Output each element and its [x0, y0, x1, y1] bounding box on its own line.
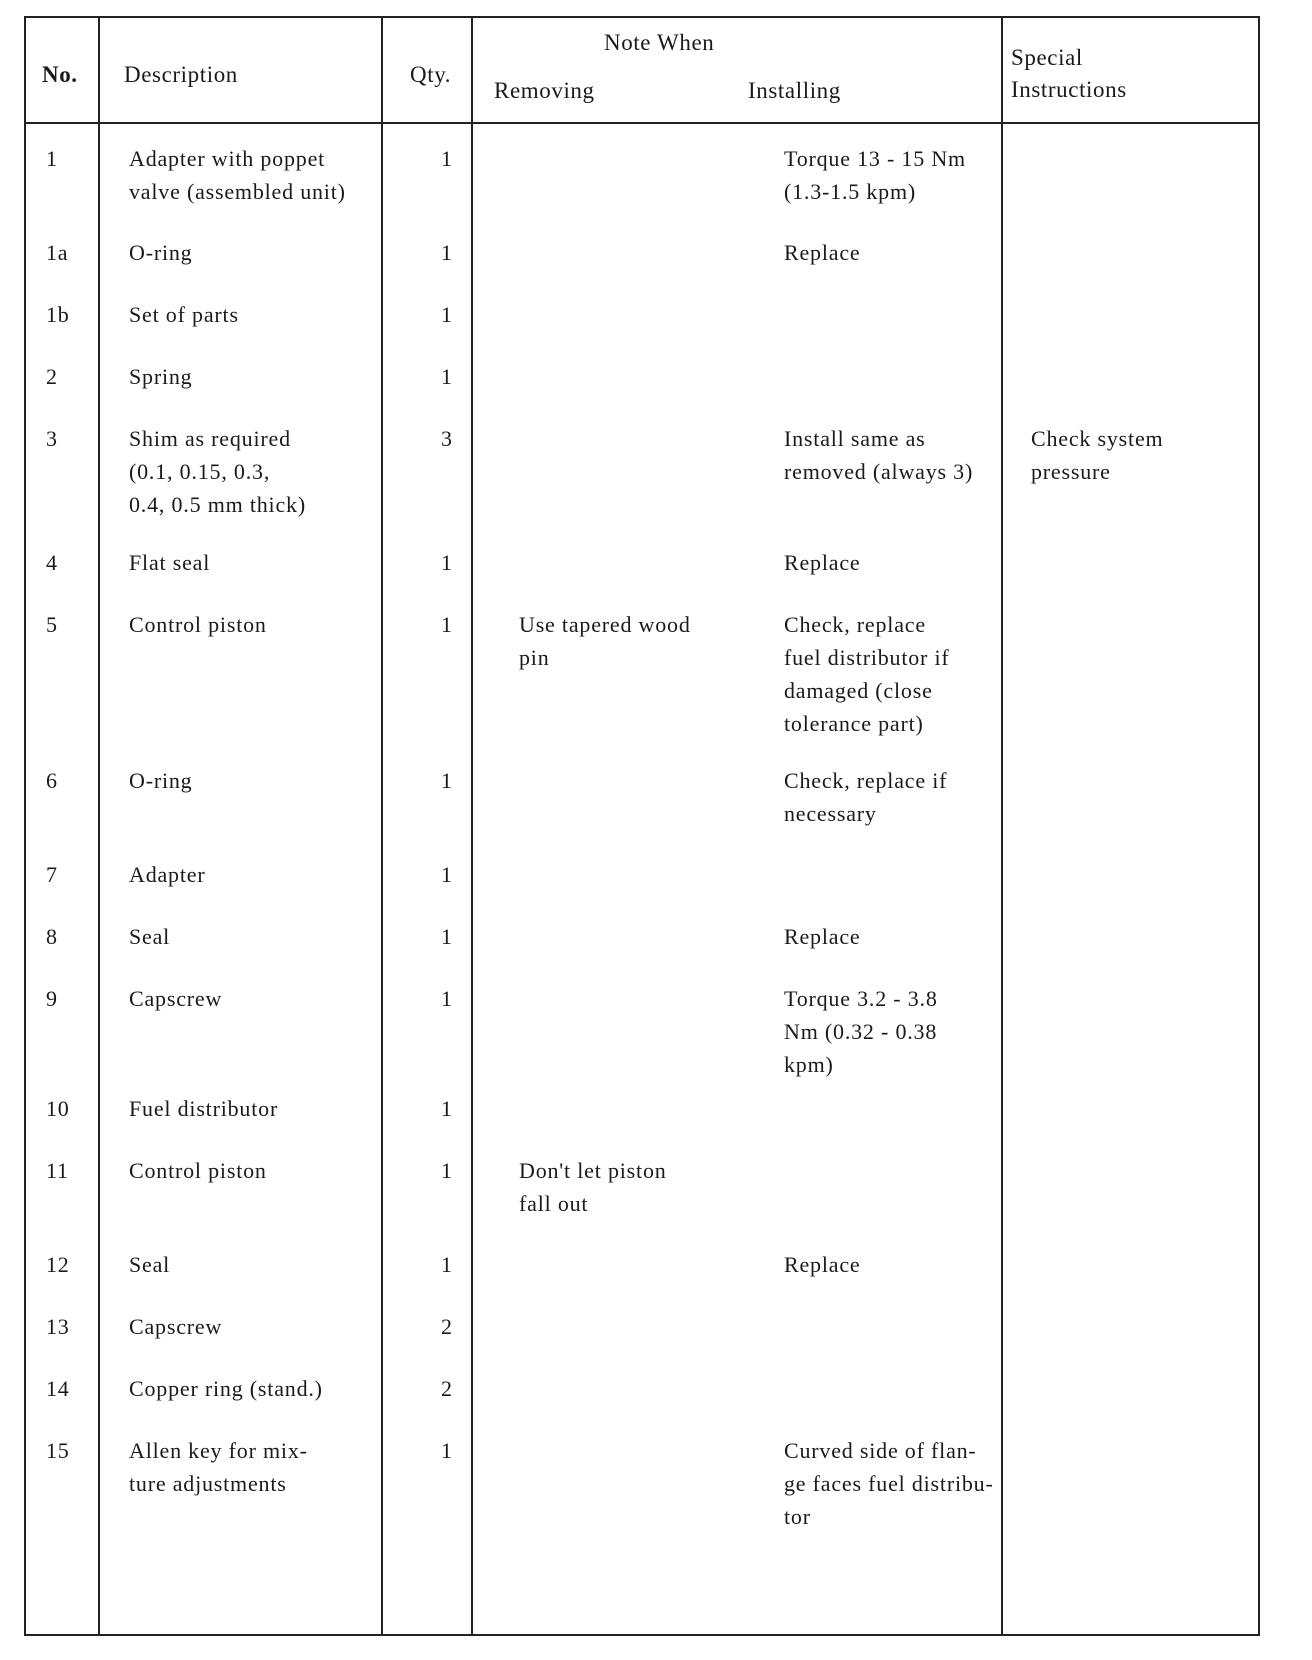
table-row [26, 608, 1258, 764]
row-number: 8 [46, 924, 58, 949]
row-number: 3 [46, 426, 58, 451]
header-note-when: Note When [604, 30, 715, 55]
row-installing-note: Install same as removed (always 3) [784, 426, 974, 484]
header-qty: Qty. [410, 62, 452, 87]
table-row [26, 142, 1258, 236]
table-row [26, 298, 1258, 360]
row-description: O-ring [129, 768, 193, 793]
row-description: Control piston [129, 612, 267, 637]
row-description: Fuel distributor [129, 1096, 279, 1121]
table-row [26, 1154, 1258, 1248]
row-description: Capscrew [129, 1314, 223, 1339]
row-number: 10 [46, 1096, 70, 1121]
table-row [26, 1310, 1258, 1372]
table-row [26, 1434, 1258, 1544]
row-installing-note: Check, replace if necessary [784, 768, 948, 826]
row-description: O-ring [129, 240, 193, 265]
row-qty: 3 [441, 426, 453, 451]
row-installing-note: Replace [784, 924, 861, 949]
row-qty: 1 [441, 1096, 453, 1121]
table-row [26, 858, 1258, 920]
header-no: No. [42, 62, 78, 87]
row-description: Control piston [129, 1158, 267, 1183]
row-number: 15 [46, 1438, 70, 1463]
table-row [26, 920, 1258, 982]
row-installing-note: Replace [784, 1252, 861, 1277]
table-row [26, 1092, 1258, 1154]
row-qty: 1 [441, 240, 453, 265]
row-number: 1a [46, 240, 69, 265]
row-description: Capscrew [129, 986, 223, 1011]
header-rule [26, 122, 1258, 124]
header-installing: Installing [748, 78, 841, 103]
row-installing-note: Replace [784, 240, 861, 265]
row-qty: 1 [441, 1252, 453, 1277]
table-row [26, 1248, 1258, 1310]
row-qty: 1 [441, 612, 453, 637]
header-description: Description [124, 62, 238, 87]
row-qty: 1 [441, 768, 453, 793]
row-description: Copper ring (stand.) [129, 1376, 323, 1401]
table-row [26, 546, 1258, 608]
row-installing-note: Curved side of flan- ge faces fuel distribu- tor [784, 1438, 994, 1529]
row-installing-note: Check, replace fuel distributor if damaged (close tolerance part) [784, 612, 950, 736]
row-qty: 1 [441, 924, 453, 949]
header-removing: Removing [494, 78, 595, 103]
row-qty: 1 [441, 1158, 453, 1183]
row-description: Set of parts [129, 302, 239, 327]
row-description: Adapter [129, 862, 206, 887]
row-special-instructions: Check system pressure [1031, 426, 1164, 484]
row-number: 6 [46, 768, 58, 793]
table-row [26, 982, 1258, 1092]
row-removing-note: Don't let piston fall out [519, 1158, 667, 1216]
row-number: 9 [46, 986, 58, 1011]
row-description: Spring [129, 364, 193, 389]
row-description: Seal [129, 924, 171, 949]
table-row [26, 764, 1258, 858]
row-number: 2 [46, 364, 58, 389]
row-qty: 1 [441, 550, 453, 575]
row-number: 1b [46, 302, 70, 327]
parts-table [24, 16, 1260, 1636]
row-description: Allen key for mix- ture adjustments [129, 1438, 308, 1496]
row-number: 11 [46, 1158, 69, 1183]
row-removing-note: Use tapered wood pin [519, 612, 691, 670]
row-number: 12 [46, 1252, 70, 1277]
row-qty: 2 [441, 1314, 453, 1339]
row-number: 14 [46, 1376, 70, 1401]
row-qty: 1 [441, 1438, 453, 1463]
row-number: 7 [46, 862, 58, 887]
row-description: Seal [129, 1252, 171, 1277]
row-installing-note: Torque 13 - 15 Nm (1.3-1.5 kpm) [784, 146, 966, 204]
row-description: Adapter with poppet valve (assembled unit) [129, 146, 346, 204]
row-qty: 1 [441, 862, 453, 887]
row-qty: 1 [441, 364, 453, 389]
row-qty: 2 [441, 1376, 453, 1401]
row-description: Flat seal [129, 550, 211, 575]
table-row [26, 236, 1258, 298]
row-number: 13 [46, 1314, 70, 1339]
row-description: Shim as required (0.1, 0.15, 0.3, 0.4, 0.5 mm thick) [129, 426, 306, 517]
row-number: 1 [46, 146, 58, 171]
row-qty: 1 [441, 146, 453, 171]
row-installing-note: Torque 3.2 - 3.8 Nm (0.32 - 0.38 kpm) [784, 986, 938, 1077]
table-body [26, 142, 1258, 1544]
row-qty: 1 [441, 302, 453, 327]
table-row [26, 1372, 1258, 1434]
row-number: 5 [46, 612, 58, 637]
row-number: 4 [46, 550, 58, 575]
table-row [26, 360, 1258, 422]
header-special-instructions: Special Instructions [1011, 45, 1127, 102]
table-row [26, 422, 1258, 546]
row-qty: 1 [441, 986, 453, 1011]
row-installing-note: Replace [784, 550, 861, 575]
